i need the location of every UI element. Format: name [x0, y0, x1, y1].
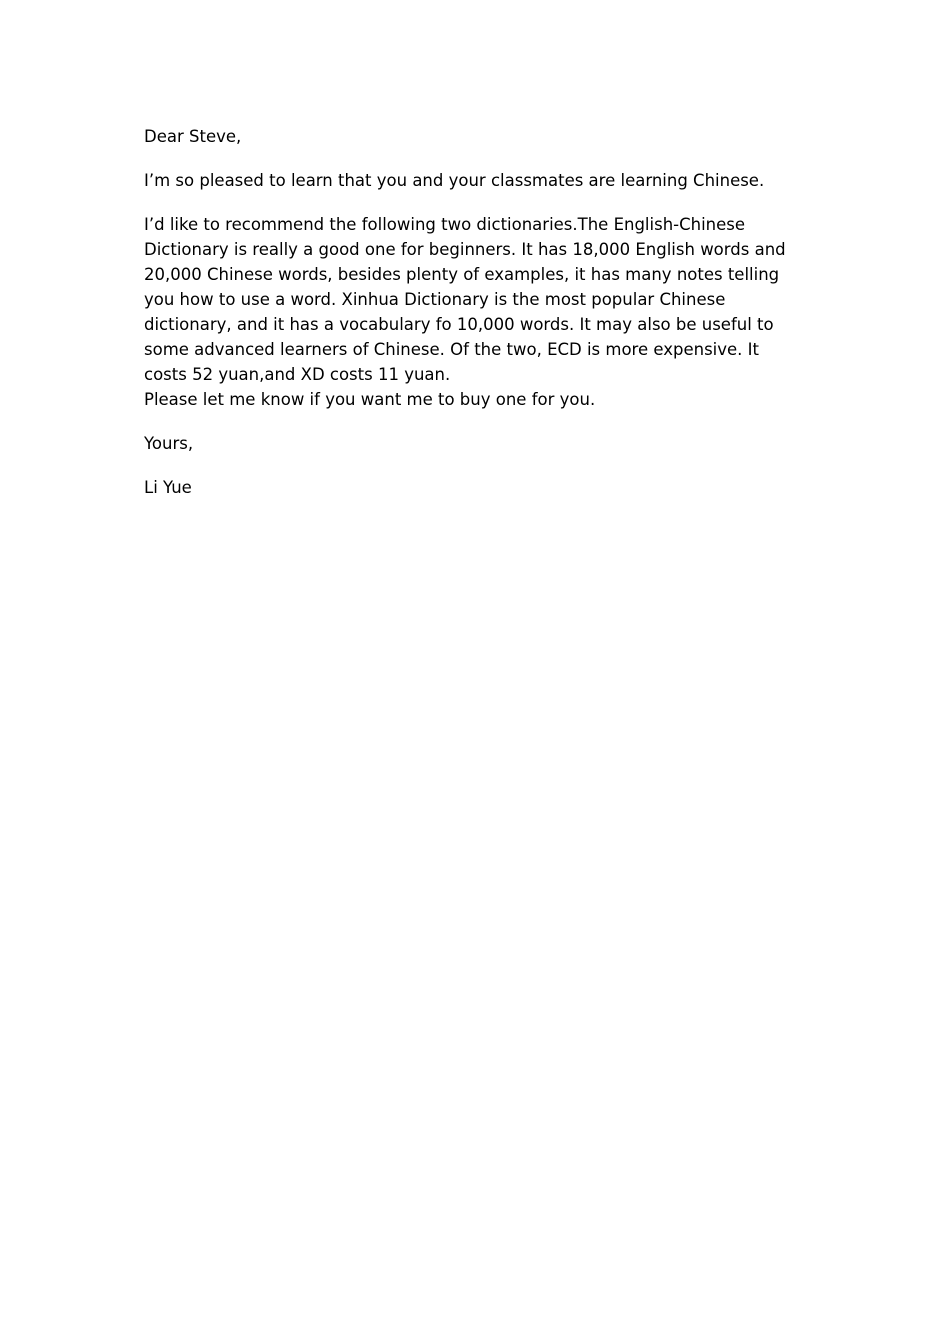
closing: Yours,	[144, 434, 194, 453]
body-line: you how to use a word. Xinhua Dictionary is the most popular Chinese	[144, 290, 726, 309]
body-line: I’d like to recommend the following two dictionaries.The English-Chinese	[144, 215, 746, 234]
body-line: costs 52 yuan,and XD costs 11 yuan.	[144, 365, 451, 384]
body-line: Dictionary is really a good one for beginners. It has 18,000 English words and	[144, 240, 786, 259]
body-line: Please let me know if you want me to buy one for you.	[144, 390, 596, 409]
intro-paragraph: I’m so pleased to learn that you and your classmates are learning Chinese.	[144, 171, 765, 190]
body-line: some advanced learners of Chinese. Of the two, ECD is more expensive. It	[144, 340, 760, 359]
salutation: Dear Steve,	[144, 127, 242, 146]
signature: Li Yue	[144, 478, 192, 497]
body-paragraph	[144, 212, 806, 412]
body-line: dictionary, and it has a vocabulary fo 10,000 words. It may also be useful to	[144, 315, 774, 334]
letter	[144, 124, 806, 519]
body-line: 20,000 Chinese words, besides plenty of examples, it has many notes telling	[144, 265, 780, 284]
